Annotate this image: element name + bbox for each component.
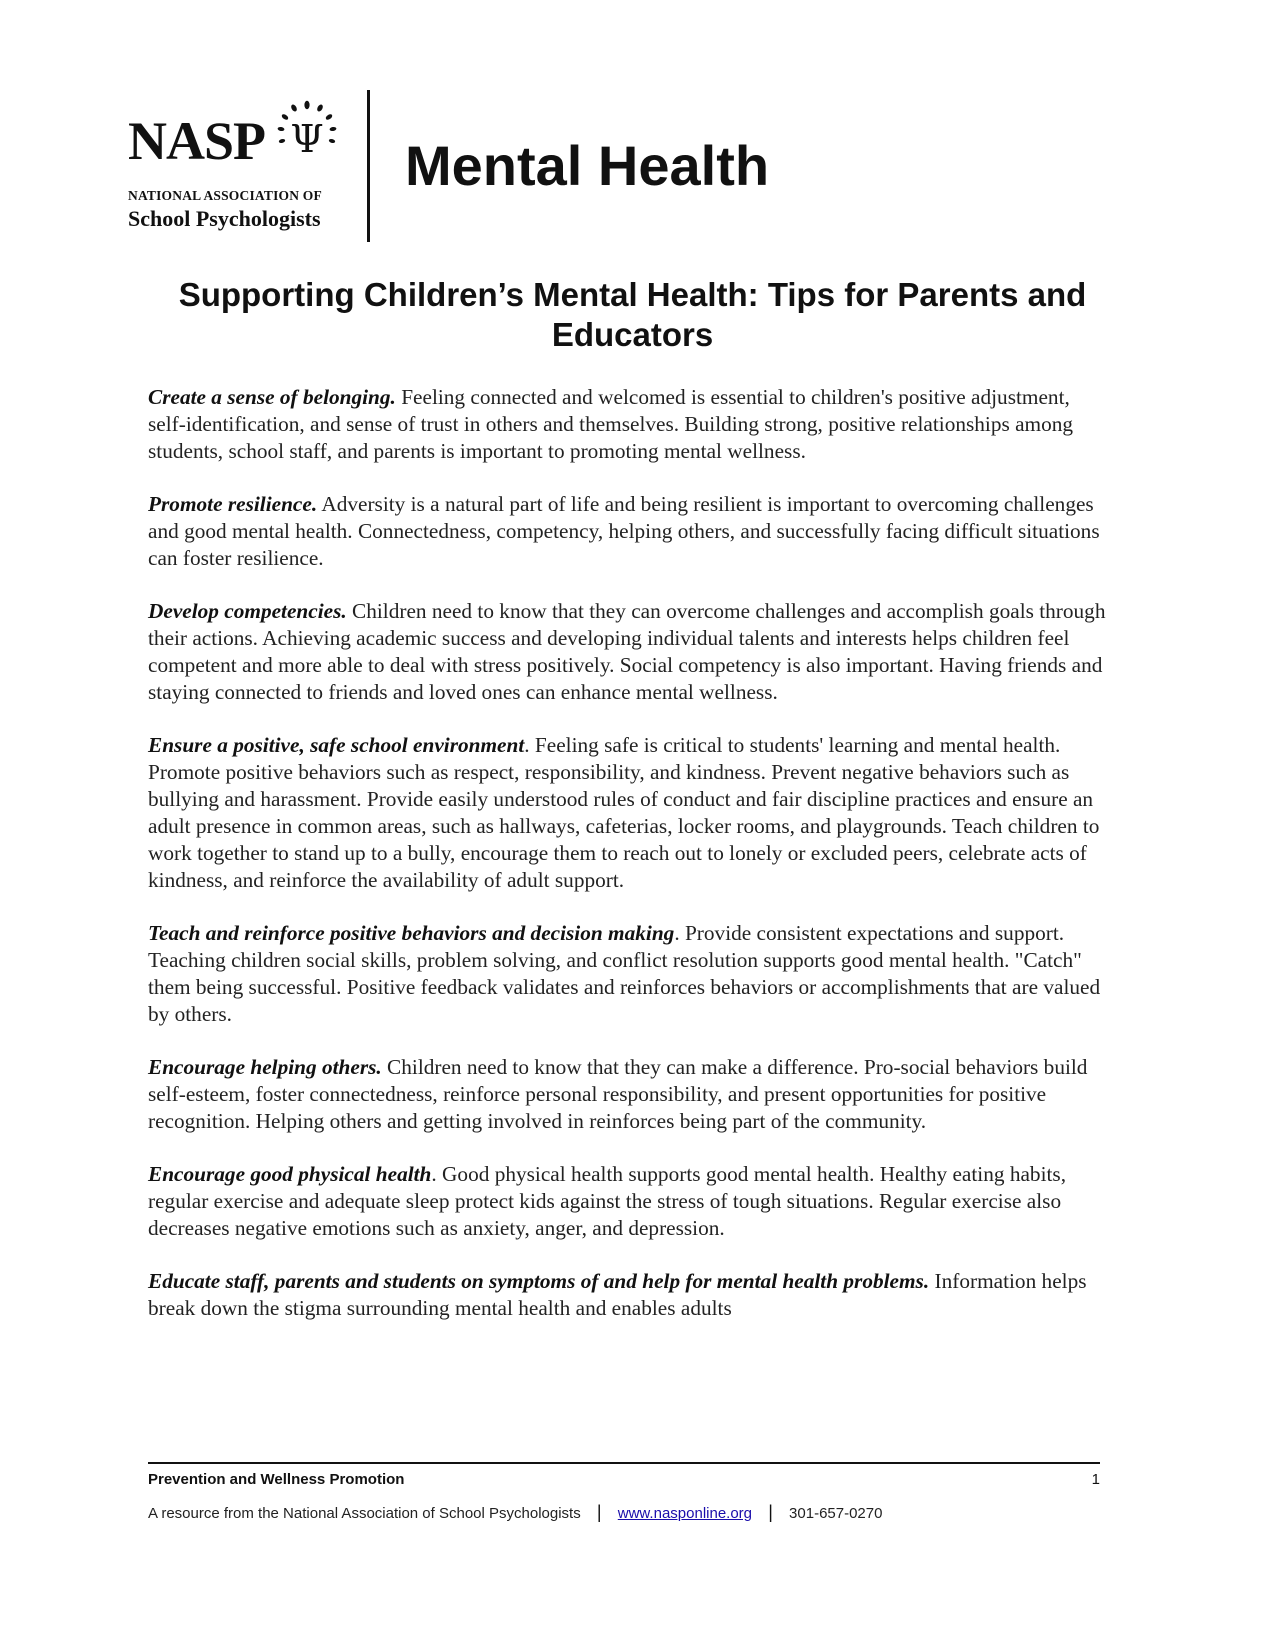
document-body	[148, 384, 1108, 1348]
paragraph-text: Children need to know that they can make a difference. Pro-social behaviors build self-esteem, foster connectedness, reinforce personal responsibility, and present opportunities for positive recognition. Helping others and getting involved in reinforces being part of the community.	[148, 1055, 1088, 1133]
paragraph-educate	[148, 1268, 1108, 1322]
footer-info	[148, 1502, 882, 1523]
paragraph-text: Information helps break down the stigma surrounding mental health and enables adults	[148, 1269, 1087, 1320]
logo-wordmark: NASP	[128, 111, 266, 171]
paragraph-positive-behaviors	[148, 920, 1108, 1028]
paragraph-helping-others	[148, 1054, 1108, 1135]
paragraph-heading: Ensure a positive, safe school environment	[148, 733, 525, 757]
paragraph-safe-environment	[148, 732, 1108, 894]
paragraph-belonging	[148, 384, 1108, 465]
paragraph-text: . Provide consistent expectations and support. Teaching children social skills, problem solving, and conflict resolution supports good mental health. "Catch" them being successful. Positive feedback validates and reinforces behaviors or accomplishments that are valued by others.	[148, 921, 1101, 1026]
header-divider	[367, 90, 370, 242]
footer-separator: |	[768, 1502, 773, 1522]
paragraph-heading: Promote resilience.	[148, 492, 318, 516]
footer-separator: |	[596, 1502, 602, 1522]
footer-rule	[148, 1462, 1100, 1464]
paragraph-text: . Feeling safe is critical to students' learning and mental health. Promote positive behaviors such as respect, responsibility, and kindness. Prevent negative behaviors such as bullying and harassment. Provide easily understood rules of conduct and fair discipline practices and ensure an adult presence in common areas, such as hallways, cafeterias, locker rooms, and playgrounds. Teach children to work together to stand up to a bully, encourage them to reach out to lonely or excluded peers, celebrate acts of kindness, and reinforce the availability of adult support.	[148, 733, 1100, 892]
paragraph-heading: Encourage helping others.	[148, 1055, 382, 1079]
footer-resource-text: A resource from the National Association of School Psychologists	[148, 1505, 581, 1522]
footer-phone: 301-657-0270	[789, 1505, 883, 1522]
paragraph-heading: Encourage good physical health	[148, 1162, 432, 1186]
paragraph-heading: Create a sense of belonging.	[148, 385, 396, 409]
logo-org-line1: NATIONAL ASSOCIATION OF	[128, 188, 322, 203]
paragraph-heading: Educate staff, parents and students on symptoms of and help for mental health problems.	[148, 1269, 930, 1293]
svg-text:Ψ: Ψ	[290, 117, 324, 161]
logo-org-line2: School Psychologists	[128, 206, 321, 231]
paragraph-text: Feeling connected and welcomed is essential to children's positive adjustment, self-identification, and sense of trust in others and themselves. Building strong, positive relationships among students, school staff, and parents is important to promoting mental wellness.	[148, 385, 1074, 463]
footer-section-title: Prevention and Wellness Promotion	[148, 1471, 405, 1488]
website-link[interactable]: www.nasponline.org	[617, 1505, 753, 1522]
paragraph-text: Adversity is a natural part of life and being resilient is important to overcoming challenges and good mental health. Connectedness, competency, helping others, and successfully facing difficult situations can foster resilience.	[148, 492, 1100, 570]
paragraph-text: Children need to know that they can overcome challenges and accomplish goals through their actions. Achieving academic success and developing individual talents and interests helps children feel competent and more able to deal with stress positively. Social competency is also important. Having friends and staying connected to friends and loved ones can enhance mental wellness.	[148, 599, 1106, 704]
paragraph-resilience	[148, 491, 1108, 572]
paragraph-heading: Teach and reinforce positive behaviors and decision making	[148, 921, 675, 945]
paragraph-heading: Develop competencies.	[148, 599, 347, 623]
paragraph-competencies	[148, 598, 1108, 706]
header-title: Mental Health	[405, 134, 770, 197]
psi-sunburst-icon	[272, 100, 342, 170]
paragraph-physical-health	[148, 1161, 1108, 1242]
document-title: Supporting Children’s Mental Health: Tips for Parents and Educators	[178, 276, 1087, 353]
nasp-logo	[128, 100, 353, 240]
paragraph-text: . Good physical health supports good mental health. Healthy eating habits, regular exercise and adequate sleep protect kids against the stress of tough situations. Regular exercise also decreases negative emotions such as anxiety, anger, and depression.	[148, 1162, 1067, 1240]
page-number: 1	[1091, 1471, 1100, 1488]
